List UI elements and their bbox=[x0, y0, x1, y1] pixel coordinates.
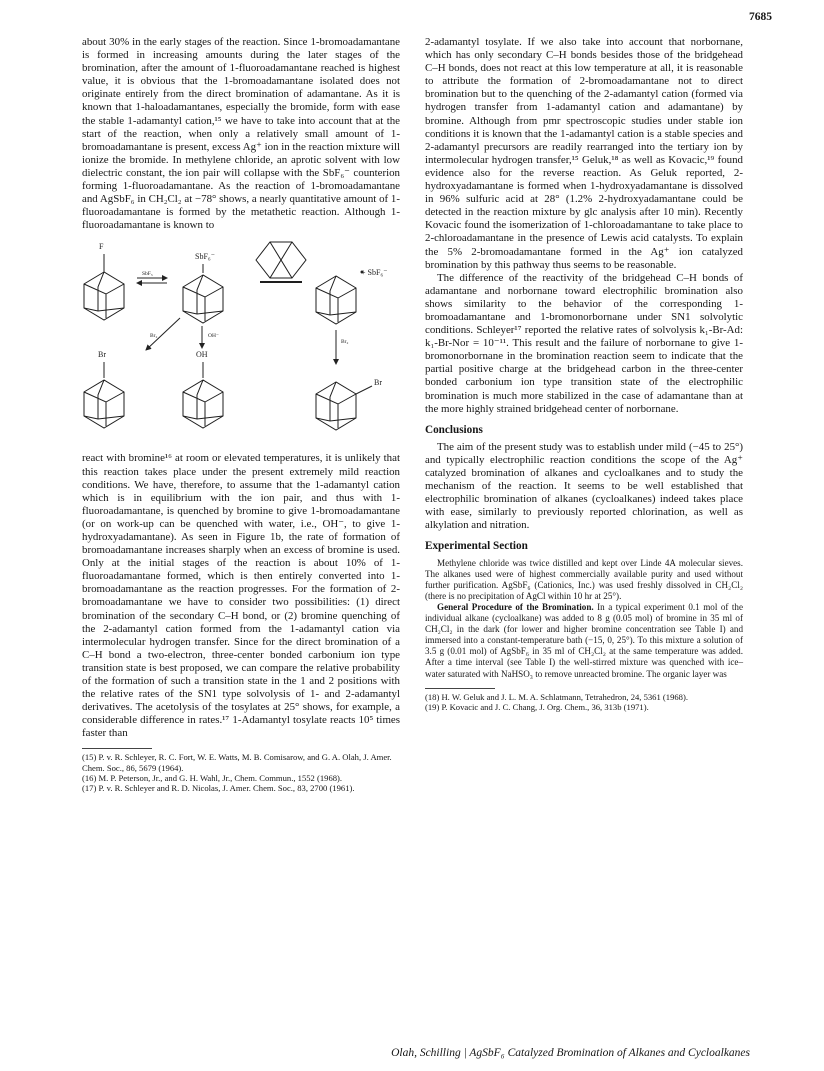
footnote-divider bbox=[82, 748, 152, 749]
experimental-paragraph-2 bbox=[425, 602, 743, 680]
reaction-scheme bbox=[82, 238, 400, 448]
footnote-19: (19) P. Kovacic and J. C. Chang, J. Org. Chem., 36, 313b (1971). bbox=[425, 701, 649, 712]
sbf6-counterion-label: SbF₆⁻ bbox=[195, 252, 215, 262]
conclusions-heading: Conclusions bbox=[425, 423, 483, 436]
left-column bbox=[82, 36, 400, 794]
left-paragraph-1: about 30% in the early stages of the reaction. Since 1-bromoadamantane is formed in increasing amounts during the later stages of the bromination, after the amount of 1-fluoroadamantane reached is highest value, it is obvious that the 1-bromoadamantane isolated does not originate entirely from the direct bromination of adamantane. As it is known that 1-haloadamantanes, especially the bromide, form with ease the stable 1-adamantyl cation,¹⁵ we have to take into account that at the start of the reaction, when only a relatively small amount of 1-bromoadamantane is present, excess Ag⁺ ion in the reaction mixture will ionize the bromide. In methylene chloride, an aprotic solvent with low dielectric constant, the ion pair will collapse with the SbF₆⁻ counterion forming 1-fluoroadamantane. As the reaction of 1-bromoadamantane and AgSbF₆ in CH₂Cl₂ at −78° shows, a nearly quantitative amount of 1-fluoroadamantane is formed by the metathetic reaction. Although 1-fluoroadamantane is known to bbox=[82, 36, 400, 232]
right-footnotes bbox=[425, 692, 743, 713]
br2-reagent-label-2: Br₂ bbox=[341, 339, 349, 346]
left-paragraph-2: react with bromine¹⁶ at room or elevated temperatures, it is unlikely that this reaction takes place under the present extremely mild reaction conditions. We have, therefore, to assume that the 1-adamantyl cation which is in equilibrium with the ion pair, and thus with 1-fluoroadamantane, is quenched by bromine to give 1-bromoadamantane (or on work-up can be quenched with water, i.e., OH⁻, to give 1-hydroxyadamantane). As seen in Figure 1b, the rate of formation of bromoadamantane increases sharply when an excess of bromine is used. Only at the initial stages of the reaction is about 10% of 1-fluoroadamantane formed, which is then entirely converted into 1-bromoadamantane as the reaction progresses. For the formation of 2-bromoadamantane we have to consider two possibilities: (1) direct bromination of the secondary C–H bond, or (2) bromine quenching of the 2-adamantyl cation formed from the 1-adamantyl cation via intermolecular hydrogen transfer. Since for the direct bromination of a C–H bond a two-electron, three-center bonded carbonium ion type transition state is best proposed, we can compare the relative probability of the formation of such a transition state in the 1 and 2 positions with the relative rates of the SN1 type solvolysis of 1- and 2-adamantyl derivatives. The acetolysis of the tosylates at 25° shows, for example, a considerable difference in rates.¹⁷ 1-Adamantyl tosylate reacts 10⁵ times faster than bbox=[82, 452, 400, 740]
fluoro-label: F bbox=[99, 242, 104, 252]
br2-reagent-label-1: Br₂ bbox=[150, 333, 158, 340]
right-paragraph-2: The difference of the reactivity of the bridgehead C–H bonds of adamantane and norbornane toward electrophilic bromination also shows similarity to the behavior of the corresponding 1-bromoadamantane and 1-bromonorbornane under SN1 solvolytic conditions. Schleyer¹⁷ reported the relative rates of solvolysis k₁-Br-Ad: k₁-Br-Nor = 10⁻¹¹. This result and the failure of norbornane to give 1-bromonorbornane in the bromination reaction seem to indicate that the partial positive charge at the bridgehead carbon in the three-center bonded carbonium ion type transition state of the electrophilic bromination is much more stabilized in the case of adamantane than at the more highly strained bridgehead center of norbornane. bbox=[425, 271, 743, 415]
page-number: 7685 bbox=[749, 11, 772, 23]
conclusions-paragraph: The aim of the present study was to establish under mild (−45 to 25°) and typically electrophilic reaction conditions the scope of the Ag⁺ catalyzed bromination of alkanes and cycloalkanes and to study the mechanism of the reaction. It seems to be well established that electrophilic bromination of alkanes (cycloalkanes) indeed takes place with ease, similarly to previously reported chlorination, as well as alkylation and nitration. bbox=[425, 440, 743, 532]
bromo-label-1: Br bbox=[98, 350, 106, 360]
footnote-18: (18) H. W. Geluk and J. L. M. A. Schlatmann, Tetrahedron, 24, 5361 (1968). bbox=[425, 691, 688, 702]
experimental-paragraph-1: Methylene chloride was twice distilled and kept over Linde 4A molecular sieves. The alkanes used were of highest commercially available purity and used without further purification. AgSbF₆ (Cationics, Inc.) was used freshly dissolved in CH₂Cl₂ (there is no precipitation of AgCl within 10 hr at 25°). bbox=[425, 557, 743, 601]
experimental-heading: Experimental Section bbox=[425, 540, 528, 553]
procedure-text: In a typical experiment 0.1 mol of the individual alkane (cycloalkane) was added to 8 g (0.05 mol) of bromine in 35 ml of CH₂Cl₂ in the dark (for lower and higher bromine concentration see Table I) and immersed into a constant-temperature bath (−15, 0, 25°). To this mixture a solution of 3.5 g (0.01 mol) of AgSbF₆ in 35 ml of CH₂Cl₂ at the same temperature was added. After a time interval (see Table I) the well-stirred mixture was quenched with ice–water saturated with NaHSO₃ to remove unreacted bromine. The organic layer was bbox=[425, 601, 744, 679]
running-footer: Olah, Schilling | AgSbF₆ Catalyzed Bromination of Alkanes and Cycloalkanes bbox=[391, 1047, 750, 1059]
footnote-16: (16) M. P. Peterson, Jr., and G. H. Wahl, Jr., Chem. Commun., 1552 (1968). bbox=[82, 773, 343, 784]
sbf5-reagent-label: SbF₅ bbox=[142, 271, 153, 278]
reaction-scheme-drawing bbox=[82, 238, 400, 448]
adamantyl-ion-pair-structure bbox=[256, 242, 306, 282]
hydroxide-reagent-label: OH⁻ bbox=[208, 333, 219, 340]
right-paragraph-1: 2-adamantyl tosylate. If we also take into account that norbornane, which has only secondary C–H bonds besides those of the bridgehead C–H bonds, does not react at this low temperature at all, it is reasonable to attribute the formation of 2-bromoadamantane not to direct bromination but to the quenching of the 2-adamantyl cation (formed via hydrogen transfer from 1-adamantyl cation and adamantane) by bromine. Although from pmr spectroscopic studies under stable ion conditions it is known that the 1-adamantyl cation is a stable species and 2-adamantyl precursors are readily rearranged into the tertiary ion by intermolecular hydrogen transfer,¹⁵ Geluk,¹⁸ as well as Kovacic,¹⁹ found evidence also for the reverse reaction. As Geluk reported, 2-hydroxyadamantane is formed when 1-hydroxyadamantane is dissolved in 96% sulfuric acid at 28° (1.2% 2-hydroxyadamantane could be detected in the reaction mixture by glc analysis after 10 min). Recently Kovacic found the isomerization of 1-chloroadamantane to take place to 2-chloroadamantane in the presence of Lewis acid catalysts. To explain the 5% 2-bromoadamantane formed in the Ag⁺ ion catalyzed bromination by this pathway thus seems to be reasonable. bbox=[425, 36, 743, 271]
sbf6-free-ion-label: + SbF₆⁻ bbox=[361, 268, 388, 278]
footnote-17: (17) P. v. R. Schleyer and R. D. Nicolas, J. Amer. Chem. Soc., 83, 2700 (1961). bbox=[82, 783, 355, 794]
hydroxy-label: OH bbox=[196, 350, 208, 360]
footnote-15: (15) P. v. R. Schleyer, R. C. Fort, W. E. Watts, M. B. Comisarow, and G. A. Olah, J. Amer. Chem. Soc., 86, 5679 (1964). bbox=[82, 752, 392, 773]
experimental-section bbox=[425, 558, 743, 680]
right-column bbox=[425, 36, 743, 712]
footnote-divider-right bbox=[425, 688, 495, 689]
bromo-label-2: Br bbox=[374, 378, 382, 388]
procedure-title: General Procedure of the Bromination. bbox=[437, 601, 594, 612]
left-footnotes bbox=[82, 752, 400, 793]
